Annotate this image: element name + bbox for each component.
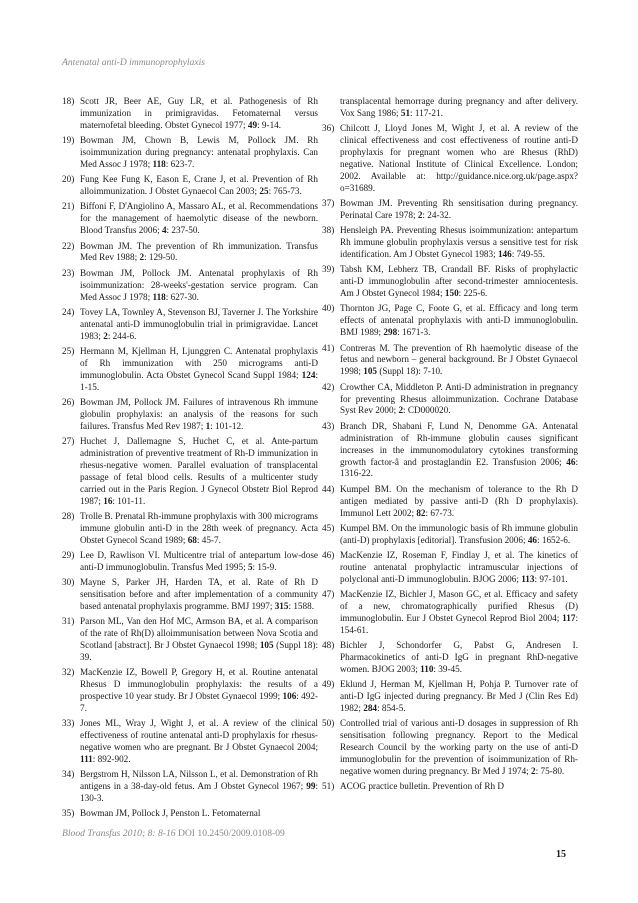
reference-number: 23) [62, 267, 75, 278]
reference-text: Bowman JM, Pollock J, Penston L. Fetomaternal [80, 808, 261, 819]
reference-text: Eklund J, Herman M, Kjellman H, Pohja P. Turnover rate of anti-D IgG injected during pregnancy. Br Med J (Clin Res Ed) 1982; 284: 854-5. [340, 679, 578, 714]
reference-number: 19) [62, 135, 75, 146]
reference-text: Branch DR, Shabani F, Lund N, Denomme GA. Antenatal administration of Rh-immune globulin causes significant increases in the immunomodulatory cytokines transforming growth factor-â and prostaglandin E2. Transfusion 2006; 46: 1316-22. [340, 420, 578, 479]
reference-number: 45) [322, 522, 335, 533]
doi: DOI 10.2450/2009.0108-09 [177, 828, 285, 839]
reference-text: MacKenzie IZ, Bichler J, Mason GC, et al. Efficacy and safety of a new, chromatographically purified Rhesus (D) immunoglobulin. Eur J Obstet Gynecol Reprod Biol 2004; 117: 154-61. [340, 589, 578, 635]
journal-citation-footer [62, 828, 285, 839]
reference-number: 34) [62, 769, 75, 780]
reference-text: Huchet J, Dallemagne S, Huchet C, et al. Ante-partum administration of preventive treatment of Rh-D immunization in rhesus-negative women. Parallel evaluation of transplacental passage of fetal blood cells. Results of a multicenter study carried out in the Paris Region. J Gynecol Obstetr Biol Reprod 1987; 16: 101-11. [80, 436, 318, 506]
reference-item [322, 225, 578, 261]
reference-number: 28) [62, 510, 75, 521]
reference-item [62, 577, 318, 613]
reference-item [322, 781, 578, 793]
reference-item [322, 679, 578, 715]
reference-number: 41) [322, 342, 335, 353]
journal-citation: Blood Transfus 2010; 8: 8-16 [62, 828, 176, 839]
reference-text: Fung Kee Fung K, Eason E, Crane J, et al. Prevention of Rh alloimmunization. J Obstet Gynaecol Can 2003; 25: 765-73. [80, 174, 318, 197]
reference-number: 21) [62, 201, 75, 212]
reference-number: 49) [322, 679, 335, 690]
reference-item [62, 241, 318, 265]
reference-item [322, 123, 578, 194]
reference-item [62, 174, 318, 198]
reference-number: 47) [322, 589, 335, 600]
reference-number: 32) [62, 667, 75, 678]
reference-number: 33) [62, 718, 75, 729]
reference-item [322, 640, 578, 676]
reference-text: Kumpel BM. On the mechanism of tolerance to the Rh D antigen mediated by passive anti-D (Rh D prophylaxis). Immunol Lett 2002; 82: 67-73. [340, 483, 578, 518]
reference-text: Scott JR, Beer AE, Guy LR, et al. Pathogenesis of Rh immunization in primigravidas. Fetomaternal versus maternofetal bleeding. Obstet Gynecol 1977; 49: 9-14. [80, 96, 318, 130]
reference-text: Jones ML, Wray J, Wight J, et al. A review of the clinical effectiveness of routine antenatal anti-D prophylaxis for rhesus-negative women who are pregnant. Br J Obstet Gynaecol 2004; 111: 892-902. [80, 718, 318, 765]
reference-number: 30) [62, 577, 75, 588]
reference-text: Contreras M. The prevention of Rh haemolytic disease of the fetus and newborn – general background. Br J Obstet Gynaecol 1998; 105 (Suppl 18): 7-10. [340, 342, 578, 377]
reference-item [62, 616, 318, 664]
reference-item [322, 421, 578, 481]
reference-text: Hensleigh PA. Preventing Rhesus isoimmunization: antepartum Rh immune globulin prophylaxis versus a sensitive test for risk identification. Am J Obstet Gynecol 1983; 146: 749-55. [340, 225, 578, 260]
reference-number: 43) [322, 420, 335, 431]
reference-number: 29) [62, 550, 75, 561]
reference-text: Chilcott J, Lloyd Jones M, Wight J, et al. A review of the clinical effectiveness and cost effectiveness of routine anti-D prophylaxis for pregnant women who are Rhesus (RhD) negative. National Institute of Clinical Excellence. London; 2002. Available at: http://guidance.nice.org.uk/page.aspx?o=31689. [340, 123, 578, 193]
reference-number: 50) [322, 718, 335, 729]
reference-number: 51) [322, 781, 335, 792]
reference-text: Bowman JM, Pollock JM. Failures of intravenous Rh immune globulin prophylaxis: an analysis of the reasons for such failures. Transfus Med Rev 1987; 1: 101-12. [80, 396, 318, 431]
reference-number: 20) [62, 174, 75, 185]
reference-text: Biffoni F, D'Angiolino A, Massaro AL, et al. Recommendations for the management of haemolytic disease of the newborn. Blood Transfus 2006; 4: 237-50. [80, 201, 318, 236]
reference-item [62, 436, 318, 507]
reference-item [322, 303, 578, 339]
reference-text: MacKenzie IZ, Bowell P, Gregory H, et al. Routine antenatal Rhesus D immunoglobulin prophylaxis: the results of a prospective 10 year study. Br J Obstet Gynaecol 1999; 106: 492-7. [80, 667, 318, 714]
references-column-right [322, 96, 578, 797]
reference-text: Parson ML, Van den Hof MC, Armson BA, et al. A comparison of the rate of Rh(D) alloimmunisation between Nova Scotia and Scotland [abstract]. Br J Obstet Gynaecol 1998; 105 (Suppl 18): 39. [80, 616, 318, 663]
reference-item [62, 769, 318, 805]
page-number: 15 [556, 849, 566, 860]
reference-item [62, 201, 318, 237]
reference-text: Kumpel BM. On the immunologic basis of Rh immune globulin (anti-D) prophylaxis [editorial]. Transfusion 2006; 46: 1652-6. [340, 522, 578, 545]
reference-item [322, 550, 578, 586]
reference-text: Hermann M, Kjellman H, Ljunggren C. Antenatal prophylaxis of Rh immunization with 250 micrograms anti-D immunoglobulin. Acta Obstet Gynecol Scand Suppl 1984; 124: 1-15. [80, 345, 318, 392]
reference-item [62, 808, 318, 820]
reference-number: 48) [322, 640, 335, 651]
reference-number: 35) [62, 808, 75, 819]
reference-number: 36) [322, 123, 335, 134]
reference-number: 31) [62, 616, 75, 627]
reference-number: 18) [62, 96, 75, 106]
reference-text: Bowman JM. The prevention of Rh immunization. Transfus Med Rev 1988; 2: 129-50. [80, 240, 318, 263]
reference-item [62, 550, 318, 574]
running-title: Antenatal anti-D immunoprophylaxis [62, 57, 206, 68]
reference-text: Bowman JM, Chown B, Lewis M, Pollock JM. Rh isoimmunization during pregnancy: antenatal prophylaxis. Can Med Assoc J 1978; 118: 623-7. [80, 135, 318, 169]
reference-item [322, 264, 578, 300]
reference-text: MacKenzie IZ, Roseman F, Findlay J, et al. The kinetics of routine antenatal prophylactic intramuscular injections of polyclonal anti-D immunoglobulin. BJOG 2006; 113: 97-101. [340, 550, 578, 584]
reference-text: Mayne S, Parker JH, Harden TA, et al. Rate of Rh D sensitisation before and after implementation of a community based antenatal prophylaxis programme. BMJ 1997; 315: 1588. [80, 577, 318, 612]
reference-number: 24) [62, 306, 75, 317]
reference-number: 44) [322, 483, 335, 494]
reference-number: 42) [322, 381, 335, 392]
reference-item [62, 346, 318, 394]
reference-number: 37) [322, 198, 335, 209]
reference-item [62, 307, 318, 343]
reference-text: Lee D, Rawlison VI. Multicentre trial of antepartum low-dose anti-D immunoglobulin. Transfus Med 1995; 5: 15-9. [80, 550, 318, 572]
reference-text: Bergstrom H, Nilsson LA, Nilsson L, et al. Demonstration of Rh antigens in a 38-day-old fetus. Am J Obstet Gynecol 1967; 99: 130-3. [80, 769, 318, 804]
reference-text: Controlled trial of various anti-D dosages in suppression of Rh sensitisation following pregnancy. Report to the Medical Research Council by the working party on the use of anti-D immunoglobulin for the prevention of isoimmunization of Rh-negative women during pregnancy. Br Med J 1974; 2: 75-80. [340, 718, 578, 776]
reference-item [62, 667, 318, 715]
reference-number: 27) [62, 436, 75, 447]
reference-text: Bowman JM. Preventing Rh sensitisation during pregnancy. Perinatal Care 1978; 2: 24-32. [340, 198, 578, 220]
reference-item [322, 198, 578, 222]
reference-text: Crowther CA, Middleton P. Anti-D administration in pregnancy for preventing Rhesus alloimmunization. Cochrane Database Syst Rev 2000; 2: CD000020. [340, 381, 578, 416]
references-column-left [62, 96, 318, 824]
reference-number: 40) [322, 303, 335, 314]
reference-number: 22) [62, 240, 75, 251]
reference-number: 26) [62, 396, 75, 407]
reference-text: Thornton JG, Page C, Foote G, et al. Efficacy and long term effects of antenatal prophylaxis with anti-D immunoglobulin. BMJ 1989; 298: 1671-3. [340, 303, 578, 338]
reference-item [322, 484, 578, 520]
reference-number: 25) [62, 345, 75, 356]
reference-text: Tovey LA, Townley A, Stevenson BJ, Taverner J. The Yorkshire antenatal anti-D immunoglobulin trial in primigravidae. Lancet 1983; 2: 244-6. [80, 306, 318, 341]
reference-item [322, 589, 578, 637]
reference-item [62, 718, 318, 766]
reference-text: Bowman JM, Pollock JM. Antenatal prophylaxis of Rh isoimmunization: 28-weeks'-gestation service program. Can Med Assoc J 1978; 118: 627-30. [80, 267, 318, 302]
reference-item [322, 96, 578, 120]
reference-item [322, 718, 578, 778]
reference-text: Tabsh KM, Lebherz TB, Crandall BF. Risks of prophylactic anti-D immunoglobulin after second-trimester amniocentesis. Am J Obstet Gynecol 1984; 150: 225-6. [340, 264, 578, 299]
reference-text: transplacental hemorrage during pregnancy and after delivery. Vox Sang 1986; 51: 117-21. [340, 96, 578, 118]
reference-item [62, 397, 318, 433]
reference-item [62, 135, 318, 171]
reference-item [322, 343, 578, 379]
reference-number: 46) [322, 550, 335, 561]
reference-number: 38) [322, 225, 335, 236]
reference-item [62, 96, 318, 132]
reference-item [62, 268, 318, 304]
reference-item [62, 511, 318, 547]
reference-item [322, 382, 578, 418]
reference-text: Trolle B. Prenatal Rh-immune prophylaxis with 300 micrograms immune globulin anti-D in the 28th week of pregnancy. Acta Obstet Gynecol Scand 1989; 68: 45-7. [80, 510, 318, 545]
reference-item [322, 523, 578, 547]
reference-text: ACOG practice bulletin. Prevention of Rh D [340, 781, 505, 792]
reference-number: 39) [322, 264, 335, 275]
reference-text: Bichler J, Schondorfer G, Pabst G, Andresen I. Pharmacokinetics of anti-D IgG in pregnant RhD-negative women. BJOG 2003; 110: 39-45. [340, 640, 578, 674]
